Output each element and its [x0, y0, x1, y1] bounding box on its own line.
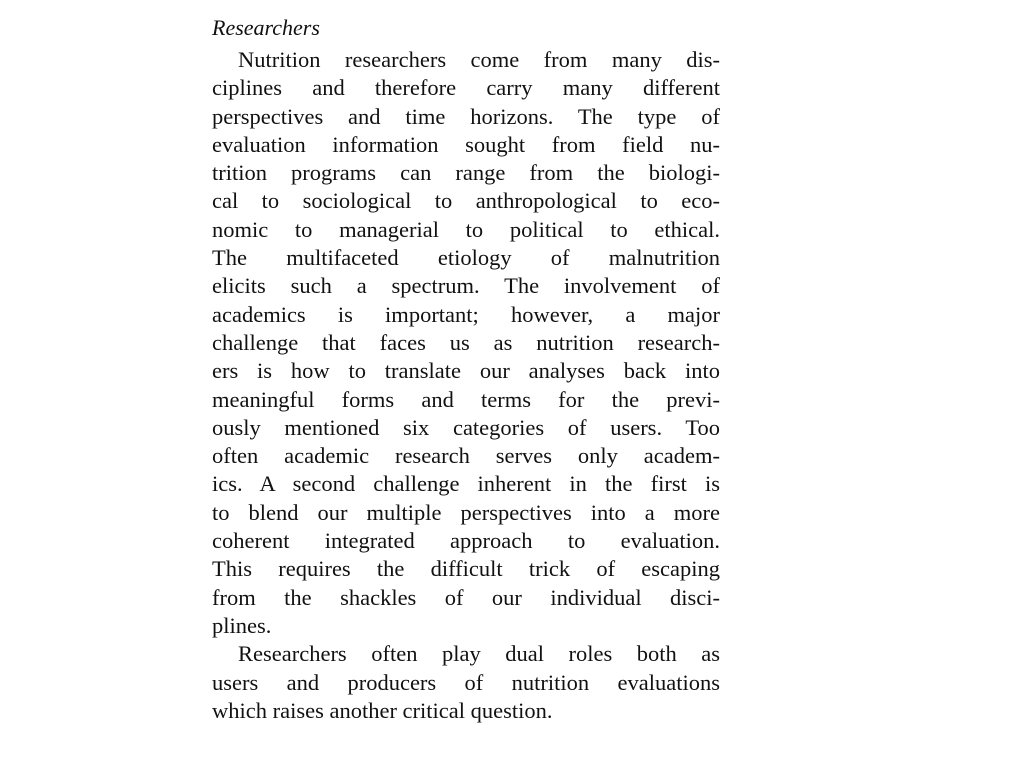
text-line: which raises another critical question. — [212, 697, 553, 723]
text-line: perspectives and time horizons. The type of — [212, 103, 720, 129]
text-line: evaluation information sought from field nu- — [212, 131, 720, 157]
text-line: trition programs can range from the biologi- — [212, 160, 720, 186]
text-line: ously mentioned six categories of users. Too — [212, 414, 720, 440]
text-line: coherent integrated approach to evaluation. — [212, 528, 720, 554]
text-line: ics. A second challenge inherent in the first is — [212, 471, 720, 497]
text-line: ciplines and therefore carry many different — [212, 75, 720, 101]
text-line: academics is important; however, a major — [212, 301, 720, 327]
text-line: meaningful forms and terms for the previ- — [212, 386, 720, 412]
text-line: This requires the difficult trick of escaping — [212, 556, 720, 582]
text-line: nomic to managerial to political to ethical. — [212, 216, 720, 242]
paragraph-1 — [212, 46, 720, 640]
text-line: ers is how to translate our analyses back into — [212, 358, 720, 384]
text-line: challenge that faces us as nutrition research- — [212, 329, 720, 355]
text-line: elicits such a spectrum. The involvement of — [212, 273, 720, 299]
section-heading: Researchers — [212, 15, 320, 40]
text-line: cal to sociological to anthropological to eco- — [212, 188, 720, 214]
text-line: users and producers of nutrition evaluations — [212, 669, 720, 695]
text-line: Nutrition researchers come from many dis- — [238, 47, 720, 72]
paragraph-2 — [212, 640, 720, 725]
text-line: Researchers often play dual roles both as — [238, 641, 720, 667]
document-page — [212, 14, 720, 725]
text-line: to blend our multiple perspectives into a more — [212, 499, 720, 525]
text-line: often academic research serves only academ- — [212, 443, 720, 469]
text-line: The multifaceted etiology of malnutrition — [212, 245, 720, 271]
text-line: from the shackles of our individual disci- — [212, 584, 720, 610]
text-line: plines. — [212, 612, 272, 638]
